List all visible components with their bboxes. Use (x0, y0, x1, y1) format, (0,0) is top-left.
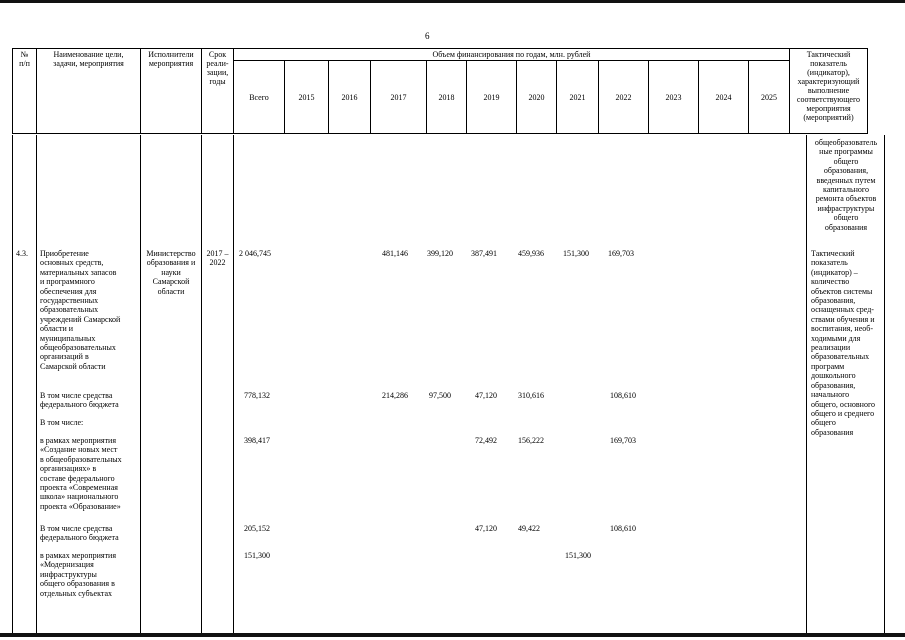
header-year: 2017 (371, 61, 427, 134)
row-name: В том числе средства федерального бюджета (40, 524, 119, 543)
value-2019: 47,120 (475, 524, 497, 533)
value-2017: 481,146 (382, 249, 408, 258)
value-2022: 108,610 (610, 391, 636, 400)
value-2020: 156,222 (518, 436, 544, 445)
top-border (0, 0, 905, 3)
row-executor: Министерство образования и науки Самарской области (146, 249, 196, 296)
col-line (884, 135, 885, 633)
col-line (12, 135, 13, 633)
row-term: 2017 – 2022 (206, 249, 229, 268)
header-term: Срок реали- зации, годы (202, 49, 234, 134)
row-name: В том числе средства федерального бюджета (40, 391, 119, 410)
value-2020: 49,422 (518, 524, 540, 533)
value-2022: 108,610 (610, 524, 636, 533)
row-name: Приобретение основных средств, материальных запасов и программного обеспечения для государственных образовательных учреждений Самарской области и муниципальных общеобразовательных организаций в Самарской области (40, 249, 121, 371)
bottom-border (0, 633, 905, 637)
col-line (806, 135, 807, 633)
header-year: 2015 (285, 61, 329, 134)
header-year: 2019 (467, 61, 517, 134)
header-year: 2016 (329, 61, 371, 134)
value-2020: 310,616 (518, 391, 544, 400)
header-no: № п/п (13, 49, 37, 134)
value-2022: 169,703 (608, 249, 634, 258)
value-2019: 47,120 (475, 391, 497, 400)
value-2017: 214,286 (382, 391, 408, 400)
value-2018: 97,500 (429, 391, 451, 400)
value-2021: 151,300 (563, 249, 589, 258)
row-name: в рамках мероприятия «Создание новых мест в общеобразовательных организациях» в составе федерального проекта «Современная школа» национального проекта «Образование» (40, 436, 122, 511)
header-year: 2018 (427, 61, 467, 134)
value-2020: 459,936 (518, 249, 544, 258)
header-executors: Исполнители мероприятия (141, 49, 202, 134)
row-total: 2 046,745 (239, 249, 271, 258)
row-total: 151,300 (244, 551, 270, 560)
header-year: 2021 (557, 61, 599, 134)
row-number: 4.3. (16, 249, 28, 258)
header-name: Наименование цели, задачи, мероприятия (37, 49, 141, 134)
row-total: 205,152 (244, 524, 270, 533)
col-line (233, 135, 234, 633)
header-funding: Объем финансирования по годам, млн. рублей (234, 49, 790, 61)
value-2021: 151,300 (565, 551, 591, 560)
header-year: 2024 (699, 61, 749, 134)
header-year: 2022 (599, 61, 649, 134)
row-name: В том числе: (40, 418, 84, 427)
table-header (12, 48, 868, 134)
value-2019: 387,491 (471, 249, 497, 258)
value-2022: 169,703 (610, 436, 636, 445)
row-name: в рамках мероприятия «Модернизация инфраструктуры общего образования в отдельных субъектах (40, 551, 117, 598)
row-indicator: Тактический показатель (индикатор) – количество объектов системы образования, оснащенных сред- ствами обучения и воспитания, необ- ходимыми для реализации образовательных программ дошкольного образования, начального общего, основного общего и среднего общего образования (811, 249, 876, 437)
header-total: Всего (234, 61, 285, 134)
row-total: 398,417 (244, 436, 270, 445)
row-total: 778,132 (244, 391, 270, 400)
value-2018: 399,120 (427, 249, 453, 258)
col-line (36, 135, 37, 633)
page-number: 6 (425, 31, 430, 41)
header-year: 2020 (517, 61, 557, 134)
header-year: 2025 (749, 61, 790, 134)
carry-indicator: общеобразователь ные программы общего образования, введенных путем капитального ремонта объектов инфраструктуры общего образования (814, 138, 878, 232)
header-year: 2023 (649, 61, 699, 134)
col-line (201, 135, 202, 633)
value-2019: 72,492 (475, 436, 497, 445)
header-indicator: Тактический показатель (индикатор), характеризующий выполнение соответствующего мероприятия (мероприятий) (790, 49, 868, 134)
col-line (140, 135, 141, 633)
